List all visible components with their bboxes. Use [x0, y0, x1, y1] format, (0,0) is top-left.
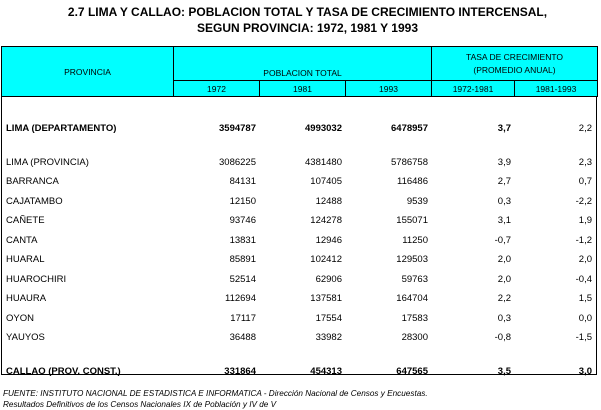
table-row — [2, 211, 596, 231]
cell-provincia: CAJATAMBO — [6, 195, 63, 207]
cell-tasa-1972-1981: 0,3 — [497, 312, 511, 324]
cell-tasa-1981-1993: 2,2 — [578, 123, 592, 135]
cell-1981: 4381480 — [305, 156, 342, 168]
cell-1972: 3594787 — [219, 123, 256, 135]
table-row — [2, 270, 596, 290]
cell-tasa-1981-1993: 0,7 — [578, 176, 592, 188]
cell-1981: 4993032 — [305, 123, 342, 135]
header-year-1981: 1981 — [260, 81, 346, 97]
cell-1993: 116486 — [397, 176, 428, 188]
cell-tasa-1972-1981: -0,7 — [494, 234, 511, 246]
cell-1981: 62906 — [315, 273, 342, 285]
table-title-line-2: SEGUN PROVINCIA: 1972, 1981 Y 1993 — [196, 21, 418, 35]
table-title-line-1: 2.7 LIMA Y CALLAO: POBLACION TOTAL Y TASA DE CRECIMIENTO INTERCENSAL, — [67, 5, 548, 19]
cell-1993: 9539 — [406, 195, 428, 207]
cell-1993: 6478957 — [391, 123, 428, 135]
source-line-2: Resultados Definitivos de los Censos Nacionales IX de Población y IV de V — [3, 400, 277, 409]
cell-1981: 102412 — [310, 254, 342, 266]
cell-1993: 647565 — [396, 365, 428, 377]
cell-provincia: CAÑETE — [6, 215, 45, 227]
header-poblacion-total: POBLACION TOTAL — [174, 47, 432, 81]
cell-1993: 28300 — [401, 332, 428, 344]
cell-tasa-1972-1981: 3,9 — [497, 156, 511, 168]
table-row — [2, 231, 596, 251]
cell-1981: 17554 — [315, 312, 342, 324]
cell-1981: 137581 — [310, 293, 342, 305]
cell-1972: 84131 — [229, 176, 256, 188]
table-row — [2, 328, 596, 348]
table-row — [2, 192, 596, 212]
header-tasa-line-1: TASA DE CRECIMIENTO — [466, 51, 564, 62]
table-header — [1, 46, 598, 97]
cell-1993: 5786758 — [391, 156, 428, 168]
cell-provincia: HUARAL — [6, 254, 45, 266]
cell-tasa-1981-1993: 0,0 — [578, 312, 592, 324]
cell-1972: 112694 — [225, 293, 256, 305]
cell-1972: 93746 — [229, 215, 256, 227]
table-body — [1, 97, 597, 375]
cell-tasa-1972-1981: 2,0 — [497, 254, 511, 266]
cell-1981: 107405 — [310, 176, 342, 188]
cell-1981: 454313 — [310, 365, 342, 377]
cell-1981: 12488 — [315, 195, 342, 207]
cell-provincia: HUAURA — [6, 293, 47, 305]
cell-1993: 164704 — [396, 293, 428, 305]
cell-1972: 13831 — [229, 234, 256, 246]
cell-provincia: CANTA — [6, 234, 38, 246]
cell-1972: 17117 — [230, 312, 256, 324]
header-year-1972: 1972 — [174, 81, 260, 97]
table-row — [2, 309, 596, 329]
header-tasa-line-2: (PROMEDIO ANUAL) — [473, 64, 556, 75]
cell-tasa-1972-1981: -0,8 — [494, 332, 511, 344]
table-row — [2, 362, 596, 382]
cell-provincia: BARRANCA — [6, 176, 59, 188]
header-period-1981-1993: 1981-1993 — [515, 81, 598, 97]
cell-tasa-1972-1981: 2,2 — [497, 293, 511, 305]
cell-1972: 3086225 — [219, 156, 256, 168]
cell-provincia: YAUYOS — [6, 332, 45, 344]
cell-tasa-1972-1981: 3,5 — [497, 365, 511, 377]
cell-1993: 129503 — [396, 254, 428, 266]
cell-provincia: HUAROCHIRI — [6, 273, 67, 285]
cell-tasa-1972-1981: 2,0 — [497, 273, 511, 285]
cell-1981: 33982 — [315, 332, 342, 344]
cell-1993: 17583 — [401, 312, 428, 324]
header-year-1993: 1993 — [346, 81, 432, 97]
cell-tasa-1981-1993: 3,0 — [578, 365, 592, 377]
cell-1972: 12150 — [229, 195, 256, 207]
cell-tasa-1981-1993: -0,4 — [575, 273, 592, 285]
cell-1981: 124278 — [310, 215, 342, 227]
cell-provincia: CALLAO (PROV. CONST.) — [6, 365, 121, 377]
cell-1972: 85891 — [229, 254, 256, 266]
cell-tasa-1981-1993: 2,0 — [578, 254, 592, 266]
cell-tasa-1972-1981: 3,7 — [497, 123, 511, 135]
header-tasa-crecimiento — [432, 47, 598, 81]
cell-1993: 11250 — [402, 234, 428, 246]
cell-tasa-1972-1981: 0,3 — [497, 195, 511, 207]
table-row — [2, 153, 596, 173]
header-provincia: PROVINCIA — [2, 47, 174, 97]
cell-tasa-1981-1993: 2,3 — [578, 156, 592, 168]
cell-tasa-1981-1993: -1,5 — [575, 332, 592, 344]
cell-1972: 36488 — [229, 332, 256, 344]
table-row — [2, 119, 596, 139]
cell-tasa-1972-1981: 3,1 — [497, 215, 511, 227]
cell-provincia: LIMA (PROVINCIA) — [6, 156, 89, 168]
cell-tasa-1981-1993: 1,9 — [578, 215, 592, 227]
cell-tasa-1981-1993: -1,2 — [575, 234, 592, 246]
cell-1972: 52514 — [229, 273, 256, 285]
table-row — [2, 289, 596, 309]
table-row — [2, 250, 596, 270]
cell-provincia: LIMA (DEPARTAMENTO) — [6, 123, 117, 135]
source-line-1: FUENTE: INSTITUTO NACIONAL DE ESTADISTICA E INFORMATICA - Dirección Nacional de Censos y Encuestas. — [3, 389, 428, 398]
cell-1993: 59763 — [401, 273, 428, 285]
source-note — [3, 388, 428, 410]
cell-tasa-1972-1981: 2,7 — [497, 176, 511, 188]
header-period-1972-1981: 1972-1981 — [432, 81, 515, 97]
cell-tasa-1981-1993: 1,5 — [578, 293, 592, 305]
cell-1993: 155071 — [396, 215, 428, 227]
cell-1972: 331864 — [224, 365, 256, 377]
cell-1981: 12946 — [315, 234, 342, 246]
cell-provincia: OYON — [6, 312, 34, 324]
table-row — [2, 172, 596, 192]
cell-tasa-1981-1993: -2,2 — [575, 195, 592, 207]
